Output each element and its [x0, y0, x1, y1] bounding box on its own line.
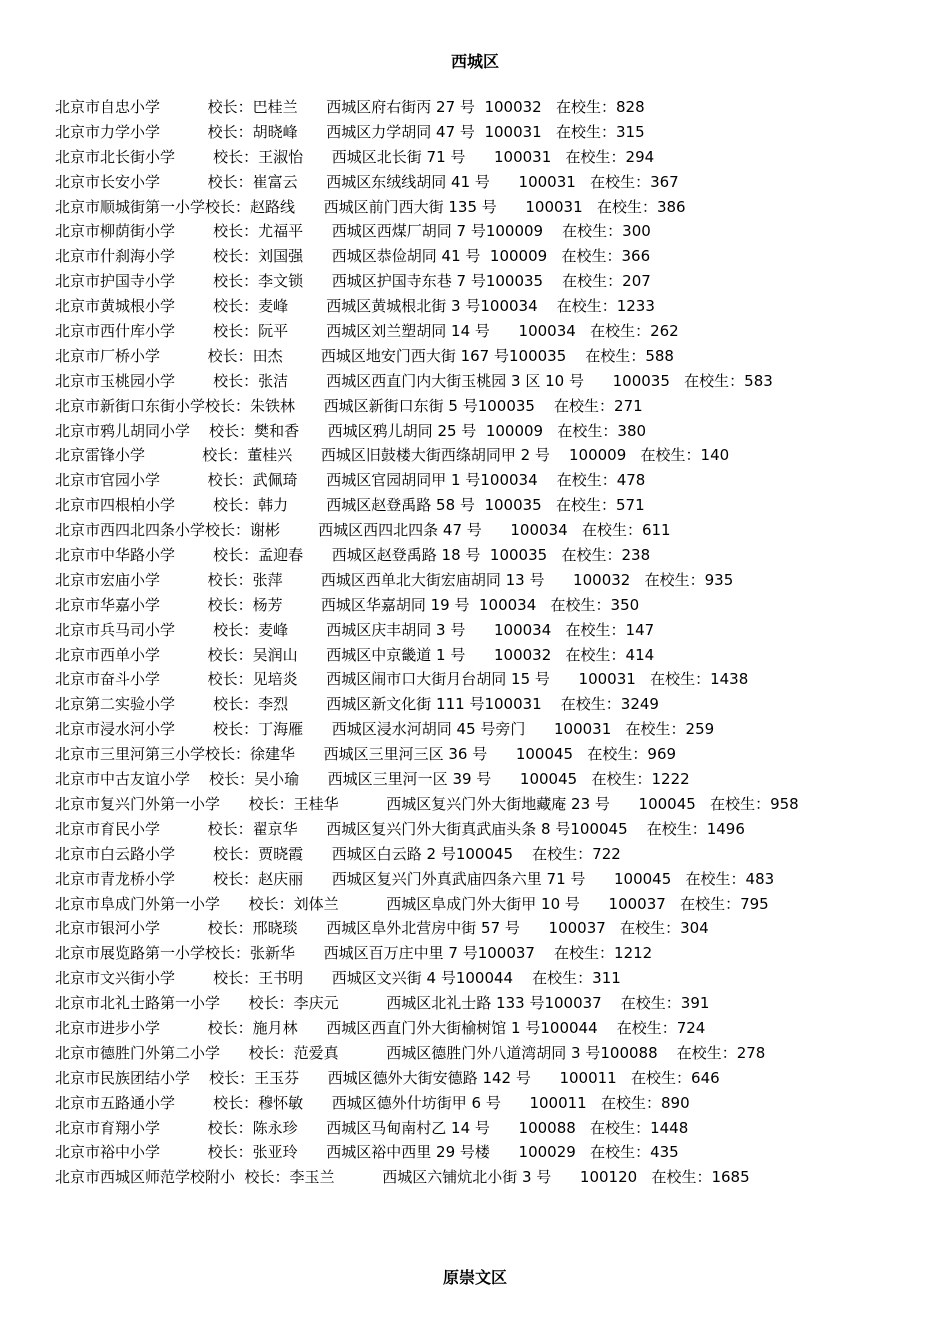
school-row: 北京市中华路小学 校长：孟迎春 西城区赵登禹路 18 号 100035 在校生：238	[55, 546, 651, 565]
school-row: 北京市西单小学 校长：吴润山 西城区中京畿道 1 号 100032 在校生：414	[55, 645, 655, 664]
school-row: 北京市银河小学 校长：邢晓琰 西城区阜外北营房中街 57 号 100037 在校生：304	[55, 919, 709, 938]
school-row: 北京市德胜门外第二小学 校长：范爱真 西城区德胜门外八道湾胡同 3 号100088 在校生：278	[55, 1043, 766, 1062]
school-row: 北京市展览路第一小学校长：张新华 西城区百万庄中里 7 号100037 在校生：1212	[55, 944, 653, 963]
school-row: 北京市鸦儿胡同小学 校长：樊和香 西城区鸦儿胡同 25 号 100009 在校生：380	[55, 421, 647, 440]
school-row: 北京市柳荫街小学 校长：尤福平 西城区西煤厂胡同 7 号100009 在校生：300	[55, 222, 651, 241]
school-row: 北京第二实验小学 校长：李烈 西城区新文化街 111 号100031 在校生：3249	[55, 695, 659, 714]
school-row: 北京市浸水河小学 校长：丁海雁 西城区浸水河胡同 45 号旁门 100031 在校生：259	[55, 720, 715, 739]
school-row: 北京市新街口东街小学校长：朱铁林 西城区新街口东街 5 号100035 在校生：271	[55, 396, 643, 415]
school-row: 北京市奋斗小学 校长：见培炎 西城区闹市口大街月台胡同 15 号 100031 在校生：1438	[55, 670, 749, 689]
school-row: 北京市力学小学 校长：胡晓峰 西城区力学胡同 47 号 100031 在校生：315	[55, 122, 645, 141]
school-row: 北京市顺城街第一小学校长：赵路线 西城区前门西大街 135 号 100031 在校生：386	[55, 197, 686, 216]
school-row: 北京市中古友谊小学 校长：吴小瑜 西城区三里河一区 39 号 100045 在校生：1222	[55, 770, 690, 789]
school-row: 北京市进步小学 校长：施月林 西城区西直门外大街榆树馆 1 号100044 在校生：724	[55, 1018, 706, 1037]
school-row: 北京市兵马司小学 校长：麦峰 西城区庆丰胡同 3 号 100034 在校生：147	[55, 620, 655, 639]
school-row: 北京市长安小学 校长：崔富云 西城区东绒线胡同 41 号 100031 在校生：367	[55, 172, 679, 191]
school-row: 北京市文兴街小学 校长：王书明 西城区文兴街 4 号100044 在校生：311	[55, 969, 621, 988]
school-row: 北京市育翔小学 校长：陈永珍 西城区马甸南村乙 14 号 100088 在校生：1448	[55, 1118, 689, 1137]
school-row: 北京市北长街小学 校长：王淑怡 西城区北长街 71 号 100031 在校生：294	[55, 147, 655, 166]
school-row: 北京市裕中小学 校长：张亚玲 西城区裕中西里 29 号楼 100029 在校生：435	[55, 1143, 679, 1162]
school-row: 北京市三里河第三小学校长：徐建华 西城区三里河三区 36 号 100045 在校生：969	[55, 745, 677, 764]
school-row: 北京市西城区师范学校附小 校长：李玉兰 西城区六铺炕北小街 3 号 100120 在校生：1685	[55, 1168, 750, 1187]
school-row: 北京市玉桃园小学 校长：张洁 西城区西直门内大街玉桃园 3 区 10 号 100035 在校生：583	[55, 371, 773, 390]
school-row: 北京市北礼士路第一小学 校长：李庆元 西城区北礼士路 133 号100037 在校生：391	[55, 994, 710, 1013]
school-row: 北京雷锋小学 校长：董桂兴 西城区旧鼓楼大街西绦胡同甲 2 号 100009 在校生：140	[55, 446, 730, 465]
school-row: 北京市青龙桥小学 校长：赵庆丽 西城区复兴门外真武庙四条六里 71 号 100045 在校生：483	[55, 869, 775, 888]
school-row: 北京市华嘉小学 校长：杨芳 西城区华嘉胡同 19 号 100034 在校生：350	[55, 595, 640, 614]
school-row: 北京市复兴门外第一小学 校长：王桂华 西城区复兴门外大街地藏庵 23 号 100045 在校生：958	[55, 794, 799, 813]
school-row: 北京市西什库小学 校长：阮平 西城区刘兰塑胡同 14 号 100034 在校生：262	[55, 322, 679, 341]
school-row: 北京市阜成门外第一小学 校长：刘体兰 西城区阜成门外大街甲 10 号 100037 在校生：795	[55, 894, 769, 913]
school-row: 北京市白云路小学 校长：贾晓霞 西城区白云路 2 号100045 在校生：722	[55, 844, 621, 863]
school-row: 北京市育民小学 校长：翟京华 西城区复兴门外大街真武庙头条 8 号100045 在校生：1496	[55, 819, 745, 838]
school-row: 北京市五路通小学 校长：穆怀敏 西城区德外什坊街甲 6 号 100011 在校生：890	[55, 1093, 690, 1112]
school-row: 北京市厂桥小学 校长：田杰 西城区地安门西大街 167 号100035 在校生：588	[55, 346, 674, 365]
school-row: 北京市官园小学 校长：武佩琦 西城区官园胡同甲 1 号100034 在校生：478	[55, 471, 646, 490]
district-heading-chongwen: 原崇文区	[442, 1268, 507, 1287]
school-row: 北京市黄城根小学 校长：麦峰 西城区黄城根北街 3 号100034 在校生：1233	[55, 297, 655, 316]
school-row: 北京市自忠小学 校长：巴桂兰 西城区府右街丙 27 号 100032 在校生：828	[55, 98, 645, 116]
school-row: 北京市西四北四条小学校长：谢彬 西城区西四北四条 47 号 100034 在校生：611	[55, 521, 671, 540]
school-row: 北京市四根柏小学 校长：韩力 西城区赵登禹路 58 号 100035 在校生：571	[55, 496, 645, 515]
school-list	[55, 95, 935, 1190]
school-row: 北京市民族团结小学 校长：王玉芬 西城区德外大街安德路 142 号 100011 在校生：646	[55, 1068, 720, 1087]
school-row: 北京市什刹海小学 校长：刘国强 西城区恭俭胡同 41 号 100009 在校生：366	[55, 247, 651, 266]
district-heading-xicheng: 西城区	[450, 52, 499, 71]
school-row: 北京市护国寺小学 校长：李文锁 西城区护国寺东巷 7 号100035 在校生：207	[55, 272, 651, 291]
school-row: 北京市宏庙小学 校长：张萍 西城区西单北大街宏庙胡同 13 号 100032 在校生：935	[55, 570, 734, 589]
